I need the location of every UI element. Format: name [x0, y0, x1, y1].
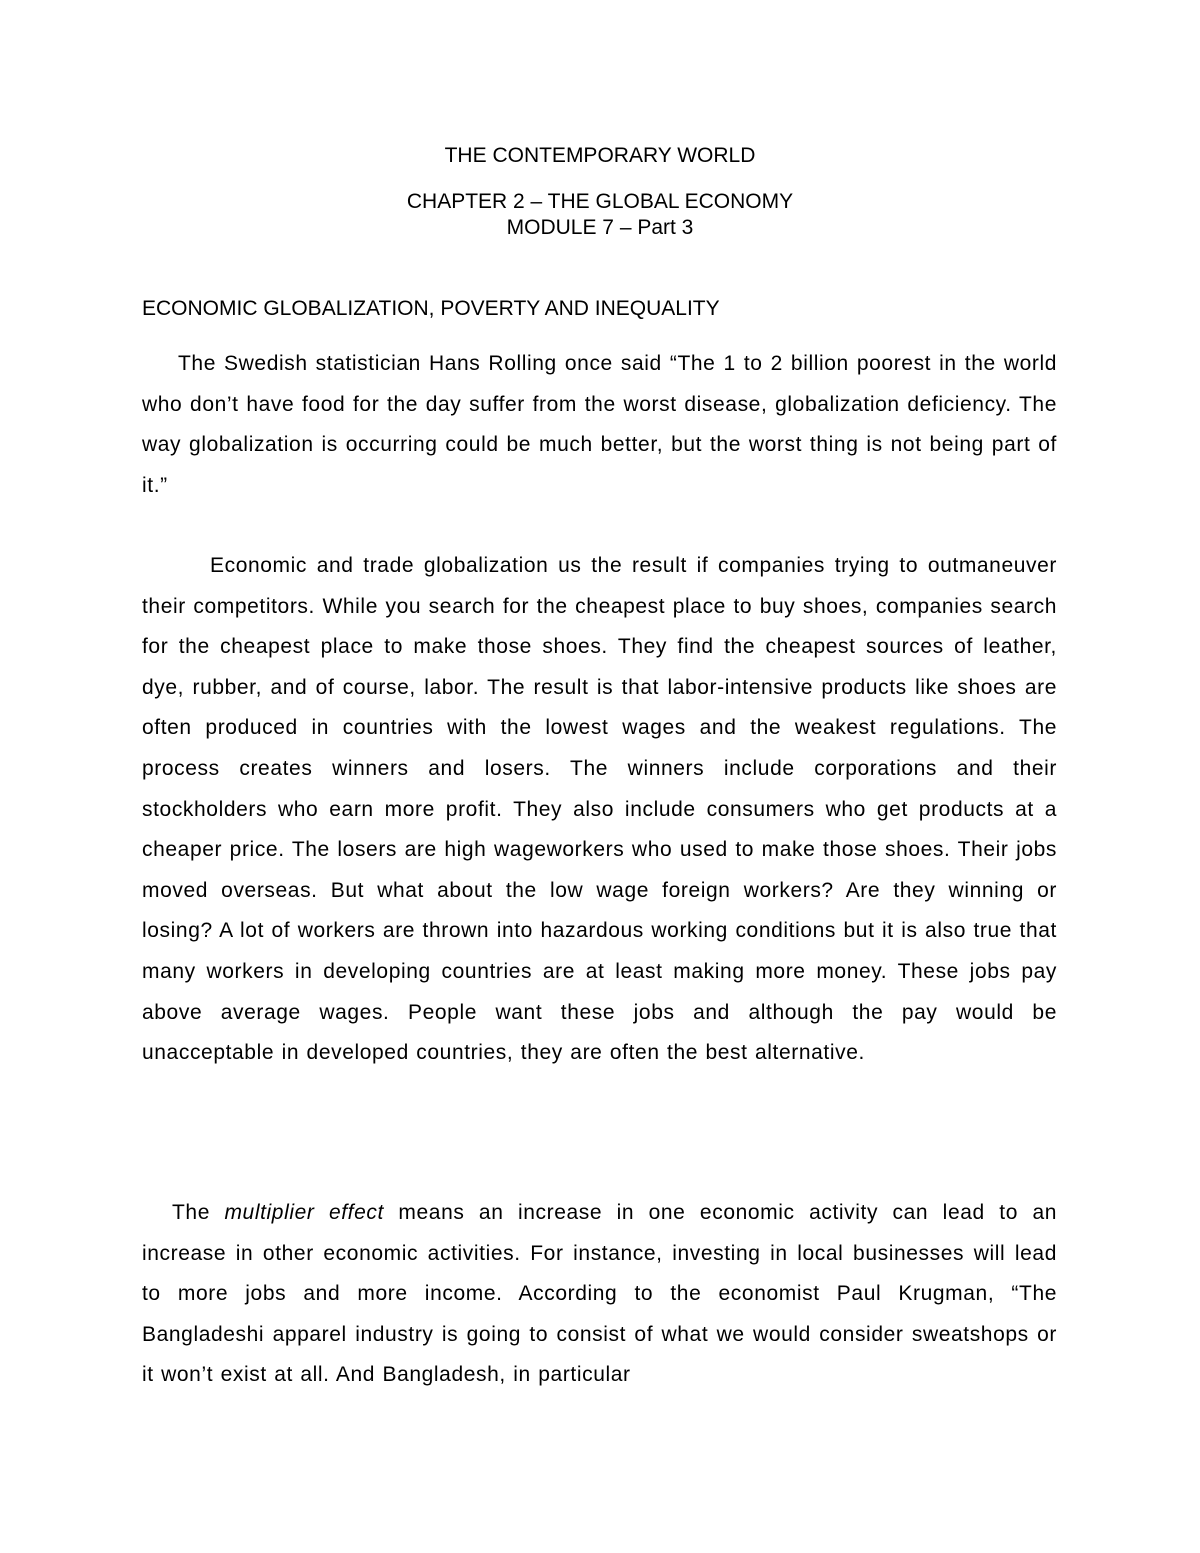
chapter-title: CHAPTER 2 – THE GLOBAL ECONOMY	[406, 190, 794, 213]
paragraph-1	[142, 344, 1057, 506]
section-heading: ECONOMIC GLOBALIZATION, POVERTY AND INEQUALITY	[142, 297, 720, 320]
paragraph-2-text: Economic and trade globalization us the result if companies trying to outmaneuver their competitors. While you search for the cheapest place to buy shoes, companies search for the cheapest place to make those shoes. They find the cheapest sources of leather, dye, rubber, and of course, labor. The result is that labor-intensive products like shoes are often produced in countries with the lowest wages and the weakest regulations. The process creates winners and losers. The winners include corporations and their stockholders who earn more profit. They also include consumers who get products at a cheaper price. The losers are high wageworkers who used to make those shoes. Their jobs moved overseas. But what about the low wage foreign workers? Are they winning or losing? A lot of workers are thrown into hazardous working conditions but it is also true that many workers in developing countries are at least making more money. These jobs pay above average wages. People want these jobs and although the pay would be unacceptable in developed countries, they are often the best alternative.	[142, 554, 1057, 1065]
paragraph-3-text-rest: means an increase in one economic activity can lead to an increase in other economic activities. For instance, investing in local businesses will lead to more jobs and more income. According to the economist Paul Krugman, “The Bangladeshi apparel industry is going to consist of what we would consider sweatshops or it won’t exist at all. And Bangladesh, in particular	[142, 1201, 1058, 1387]
paragraph-1-text: The Swedish statistician Hans Rolling once said “The 1 to 2 billion poorest in the world who don’t have food for the day suffer from the worst disease, globalization deficiency. The way globalization is occurring could be much better, but the worst thing is not being part of it.”	[142, 352, 1057, 497]
paragraph-2	[142, 546, 1057, 1074]
multiplier-effect-term: multiplier effect	[224, 1201, 384, 1224]
course-title: THE CONTEMPORARY WORLD	[444, 144, 756, 167]
paragraph-3	[142, 1193, 1057, 1396]
paragraph-3-text-start: The	[172, 1201, 225, 1224]
module-title: MODULE 7 – Part 3	[506, 216, 694, 239]
